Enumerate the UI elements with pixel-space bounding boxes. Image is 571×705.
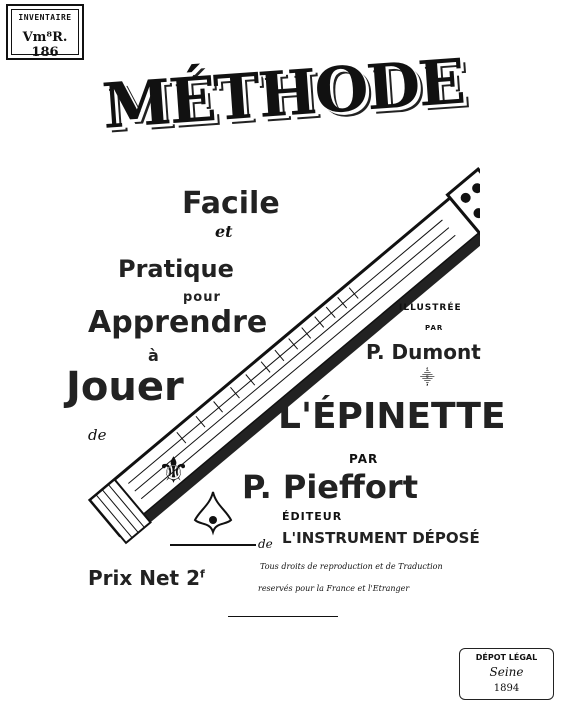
depot-stamp-line3: 1894 xyxy=(493,683,520,694)
rights-line2: reservés pour la France et l'Etranger xyxy=(258,584,410,593)
ornament-icon: ⸎ xyxy=(420,370,435,386)
publisher-role: ÉDITEUR xyxy=(282,510,343,523)
inventory-stamp-line1: INVENTAIRE xyxy=(18,13,72,22)
title-pour: pour xyxy=(183,290,221,305)
publisher-line: L'INSTRUMENT DÉPOSÉ xyxy=(282,529,480,547)
illustrator-label: ILLUSTRÉE xyxy=(399,303,462,313)
inventory-stamp xyxy=(6,4,84,60)
depot-stamp-line1: DÉPOT LÉGAL xyxy=(475,653,538,662)
depot-stamp-line2: Seine xyxy=(489,665,524,679)
title-et: et xyxy=(215,222,233,241)
author-name: P. Pieffort xyxy=(242,468,418,506)
instrument-by: PAR xyxy=(349,452,379,466)
title-jouer: Jouer xyxy=(66,364,184,410)
inventory-stamp-line2: Vm⁸R. 186 xyxy=(22,30,68,60)
price-text: Prix Net 2 xyxy=(88,566,200,590)
rights-line1: Tous droits de reproduction et de Traduction xyxy=(260,562,443,571)
depot-legal-stamp xyxy=(459,648,554,700)
ornament-scroll-icon xyxy=(170,490,256,550)
publisher-prefix: de xyxy=(258,537,273,551)
title-methode: MÉTHODE xyxy=(100,44,466,143)
title-a: à xyxy=(148,346,159,365)
price-unit: f xyxy=(199,567,205,581)
title-apprendre: Apprendre xyxy=(88,305,268,340)
title-pratique: Pratique xyxy=(118,255,234,283)
title-facile: Facile xyxy=(182,186,280,221)
price-label xyxy=(88,566,205,590)
title-de: de xyxy=(88,426,107,444)
divider xyxy=(228,616,338,617)
illustrator-name: P. Dumont xyxy=(366,340,481,364)
illustrator-by: PAR xyxy=(425,324,444,332)
svg-text:⚜: ⚜ xyxy=(157,450,190,492)
instrument-name: L'ÉPINETTE xyxy=(278,396,506,437)
